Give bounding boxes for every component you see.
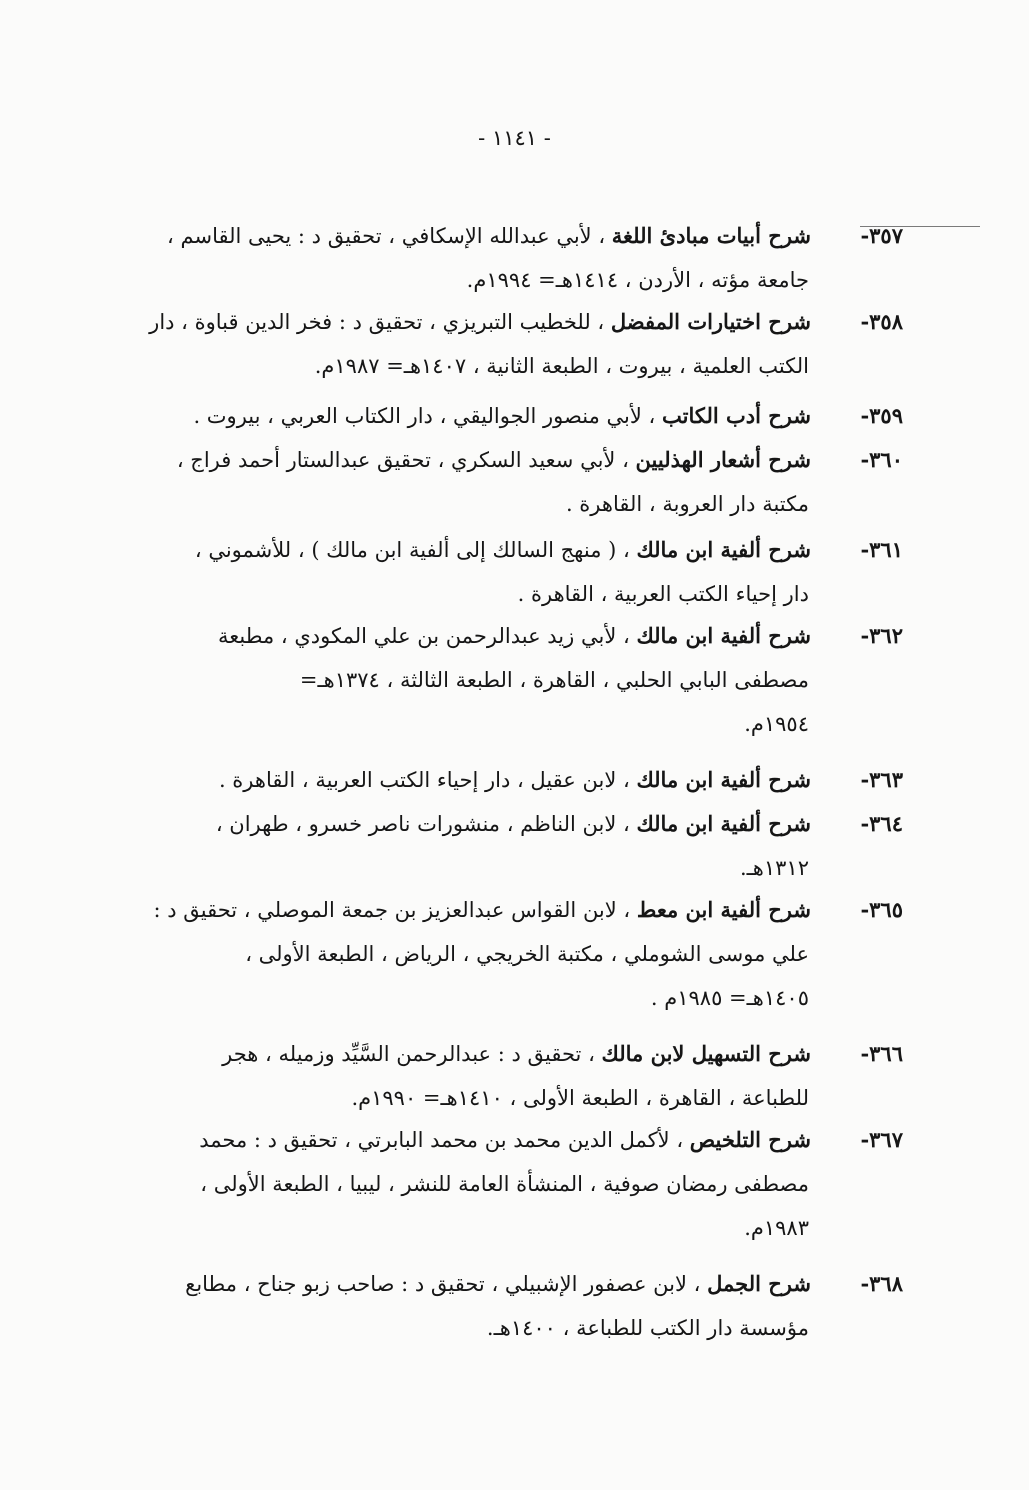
entry-text: ، لابن عصفور الإشبيلي ، تحقيق د : صاحب زبو جناح ، مطابع: [185, 1272, 701, 1296]
page-number: - ١١٤١ -: [478, 126, 551, 150]
entry-title: شرح التسهيل لابن مالك: [601, 1041, 811, 1066]
bibliography-entry: [123, 1262, 903, 1350]
entry-number: ٣٦٥-: [860, 897, 903, 922]
entry-text: ، لأبي سعيد السكري ، تحقيق عبدالستار أحمد فراج ،: [176, 448, 629, 472]
bibliography-entry: [123, 614, 903, 746]
entry-title: شرح أشعار الهذليين: [635, 447, 811, 472]
entry-text: ، ( منهج السالك إلى ألفية ابن مالك ) ، للأشموني ،: [194, 538, 630, 562]
entry-first-line: [123, 214, 903, 258]
entry-title: شرح ألفية ابن معط: [636, 897, 811, 922]
entry-first-line: [123, 614, 903, 658]
bibliography-entry: [123, 214, 903, 302]
entry-number: ٣٦٦-: [860, 1041, 903, 1066]
entry-continuation-line: للطباعة ، القاهرة ، الطبعة الأولى ، ١٤١٠هـ= ١٩٩٠م.: [351, 1086, 809, 1110]
entry-continuation-line: جامعة مؤته ، الأردن ، ١٤١٤هـ= ١٩٩٤م.: [466, 268, 809, 292]
entry-number: ٣٥٨-: [860, 309, 903, 334]
entry-title: شرح اختيارات المفضل: [610, 309, 811, 334]
entry-first-line: [123, 1118, 903, 1162]
entry-title: شرح ألفية ابن مالك: [636, 537, 811, 562]
bibliography-entry: [123, 300, 903, 388]
entry-title: شرح أدب الكاتب: [661, 403, 811, 428]
entry-continuation-line: ١٩٥٤م.: [744, 712, 809, 736]
entry-number: ٣٦٣-: [860, 767, 903, 792]
entry-title: شرح ألفية ابن مالك: [636, 767, 811, 792]
entry-title: شرح ألفية ابن مالك: [636, 811, 811, 836]
entry-continuation-line: مصطفى رمضان صوفية ، المنشأة العامة للنشر ، ليبيا ، الطبعة الأولى ،: [200, 1172, 809, 1196]
entry-continuation-line: مكتبة دار العروبة ، القاهرة .: [565, 492, 809, 516]
entry-first-line: [123, 888, 903, 932]
bibliography-entry: [123, 802, 903, 890]
entry-continuation-line: مصطفى البابي الحلبي ، القاهرة ، الطبعة الثالثة ، ١٣٧٤هـ=: [299, 668, 809, 692]
entry-first-line: [123, 758, 903, 802]
bibliography-entry: [123, 1032, 903, 1120]
entry-first-line: [123, 528, 903, 572]
entry-text: ، تحقيق د : عبدالرحمن السَّيِّد وزميله ، هجر: [222, 1042, 595, 1066]
entry-number: ٣٦٧-: [860, 1127, 903, 1152]
bibliography-entry: [123, 758, 903, 802]
bibliography-entry: [123, 528, 903, 616]
entry-first-line: [123, 1262, 903, 1306]
entry-text: ، للخطيب التبريزي ، تحقيق د : فخر الدين قباوة ، دار: [149, 310, 605, 334]
entry-first-line: [123, 1032, 903, 1076]
entry-first-line: [123, 438, 903, 482]
entry-number: ٣٦٢-: [860, 623, 903, 648]
entry-first-line: [123, 394, 903, 438]
entry-number: ٣٦١-: [860, 537, 903, 562]
entry-text: ، لأكمل الدين محمد بن محمد البابرتي ، تحقيق د : محمد: [199, 1128, 684, 1152]
entry-text: ، لابن الناظم ، منشورات ناصر خسرو ، طهران ،: [215, 812, 630, 836]
entry-text: ، لأبي منصور الجواليقي ، دار الكتاب العربي ، بيروت .: [193, 404, 656, 428]
entry-text: ، لأبي عبدالله الإسكافي ، تحقيق د : يحيى القاسم ،: [167, 224, 606, 248]
entry-text: ، لأبي زيد عبدالرحمن بن علي المكودي ، مطبعة: [218, 624, 630, 648]
entry-text: ، لابن عقيل ، دار إحياء الكتب العربية ، القاهرة .: [218, 768, 630, 792]
entry-number: ٣٦٨-: [860, 1271, 903, 1296]
entry-number: ٣٦٤-: [860, 811, 903, 836]
entry-text: ، لابن القواس عبدالعزيز بن جمعة الموصلي ، تحقيق د :: [153, 898, 631, 922]
entry-continuation-line: دار إحياء الكتب العربية ، القاهرة .: [517, 582, 809, 606]
entry-continuation-line: الكتب العلمية ، بيروت ، الطبعة الثانية ، ١٤٠٧هـ= ١٩٨٧م.: [314, 354, 809, 378]
entry-number: ٣٥٧-: [860, 223, 903, 248]
entry-title: شرح أبيات مبادئ اللغة: [611, 223, 811, 248]
entry-number: ٣٥٩-: [860, 403, 903, 428]
bibliography-entry: [123, 438, 903, 526]
entry-first-line: [123, 300, 903, 344]
entry-continuation-line: ١٣١٢هـ.: [739, 856, 809, 880]
entry-title: شرح الجمل: [707, 1271, 811, 1296]
entry-title: شرح التلخيص: [689, 1127, 811, 1152]
entry-continuation-line: ١٤٠٥هـ= ١٩٨٥م .: [650, 986, 809, 1010]
bibliography-entry: [123, 888, 903, 1020]
entry-number: ٣٦٠-: [860, 447, 903, 472]
entry-continuation-line: مؤسسة دار الكتب للطباعة ، ١٤٠٠هـ.: [486, 1316, 809, 1340]
bibliography-entry: [123, 394, 903, 438]
bibliography-entry: [123, 1118, 903, 1250]
entry-continuation-line: علي موسى الشوملي ، مكتبة الخريجي ، الرياض ، الطبعة الأولى ،: [245, 942, 809, 966]
entry-title: شرح ألفية ابن مالك: [636, 623, 811, 648]
entry-first-line: [123, 802, 903, 846]
entry-continuation-line: ١٩٨٣م.: [744, 1216, 809, 1240]
